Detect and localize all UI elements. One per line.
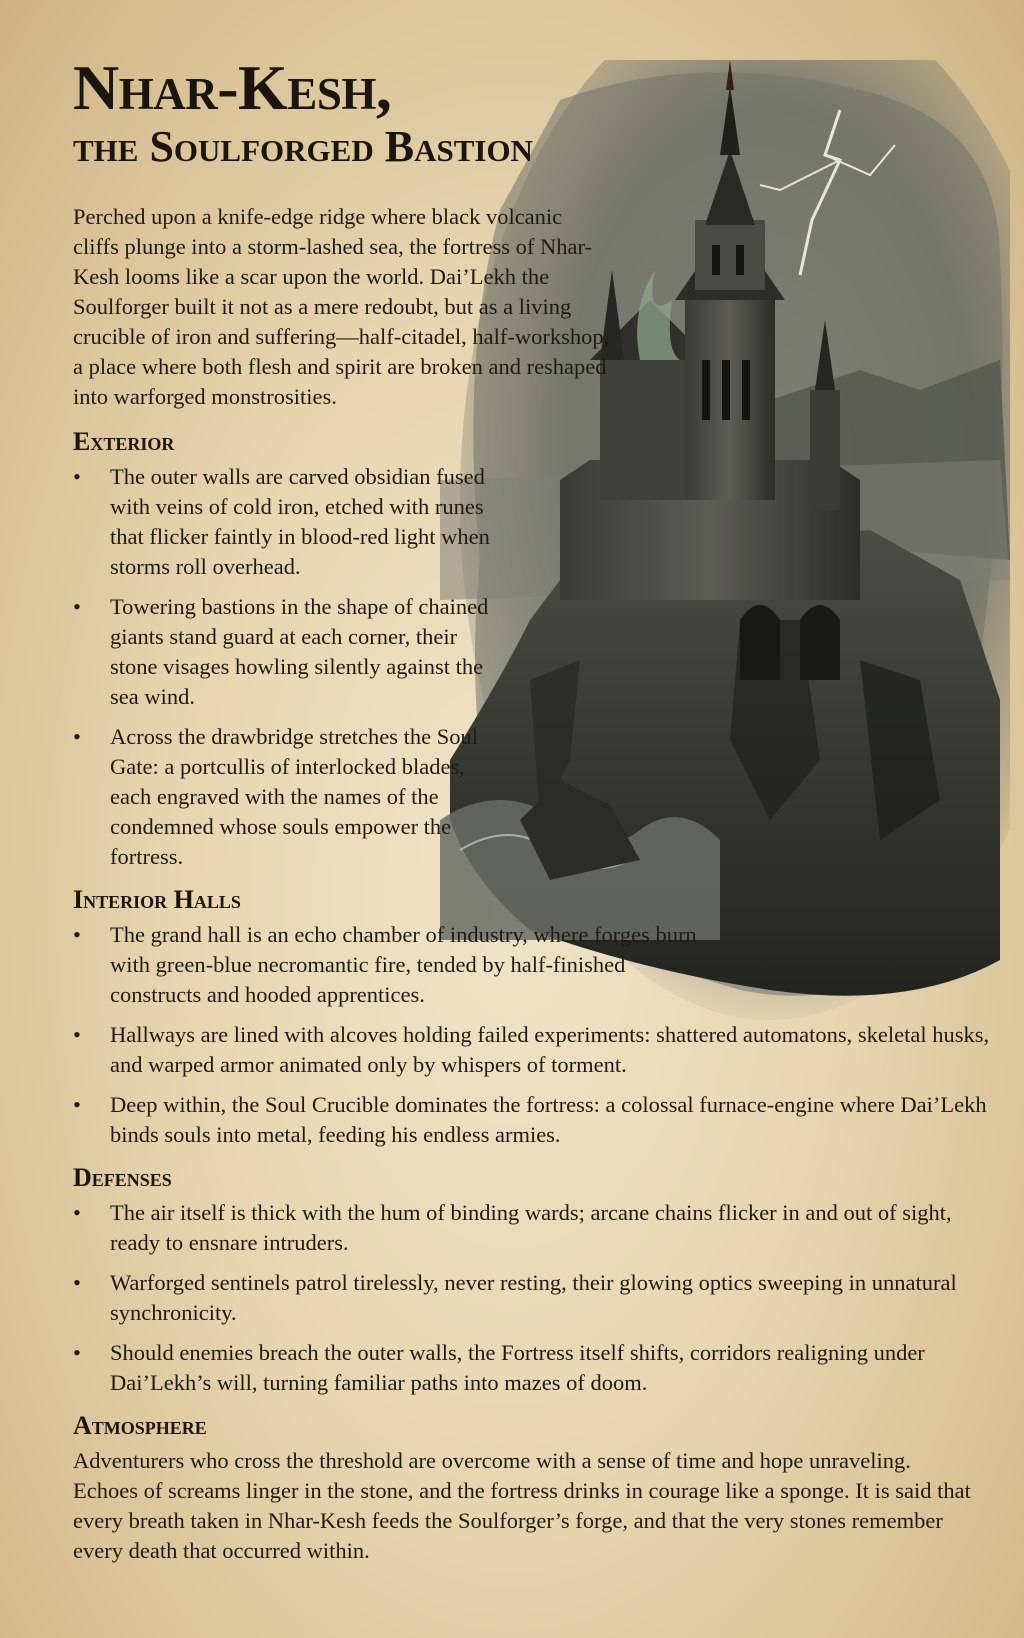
section-defenses: [73, 1162, 983, 1398]
heading-exterior: Exterior: [73, 427, 175, 456]
heading-atmosphere: Atmosphere: [73, 1411, 207, 1440]
intro-paragraph: Perched upon a knife-edge ridge where black volcanic cliffs plunge into a storm-lashed sea, the fortress of Nhar-Kesh looms like a scar upon the world. Dai’Lekh the Soulforger built it not as a mere redoubt, but as a living crucible of iron and suffering—half-citadel, half-workshop, a place where both flesh and spirit are broken and reshaped into warforged monstrosities.: [73, 204, 610, 409]
bullet-icon: •: [73, 724, 81, 749]
list-item-text: Across the drawbridge stretches the Soul Gate: a portcullis of interlocked blades, each engraved with the names of the condemned whose souls empower the fortress.: [110, 724, 479, 869]
article: [73, 52, 990, 1566]
bullet-icon: •: [73, 1340, 81, 1365]
atmosphere-paragraph: Adventurers who cross the threshold are overcome with a sense of time and hope unraveling. Echoes of screams linger in the stone, and the fortress drinks in courage like a sponge. It is said that every breath taken in Nhar-Kesh feeds the Soulforger’s forge, and that the very stones remember every death that occurred within.: [73, 1448, 971, 1563]
bullet-icon: •: [73, 922, 81, 947]
list-item-text: Warforged sentinels patrol tirelessly, never resting, their glowing optics sweeping in unnatural synchronicity.: [110, 1270, 957, 1325]
title-line-2: the Soulforged Bastion: [73, 122, 533, 171]
bullet-icon: •: [73, 1200, 81, 1225]
heading-interior-halls: Interior Halls: [73, 885, 241, 914]
list-item-text: Towering bastions in the shape of chained giants stand guard at each corner, their stone visages howling silently against the sea wind.: [110, 594, 489, 709]
list-item: [73, 920, 710, 1010]
list-item: [73, 1090, 990, 1150]
section-atmosphere: [73, 1410, 983, 1566]
list-item-text: The grand hall is an echo chamber of industry, where forges burn with green-blue necromantic fire, tended by half-finished constructs and hooded apprentices.: [110, 922, 697, 1007]
list-item: [73, 462, 490, 582]
section-interior-halls: [73, 884, 990, 1150]
page-title: [73, 52, 983, 174]
list-item-text: Should enemies breach the outer walls, the Fortress itself shifts, corridors realigning under Dai’Lekh’s will, turning familiar paths into mazes of doom.: [110, 1340, 925, 1395]
exterior-list: [73, 462, 983, 872]
bullet-icon: •: [73, 1270, 81, 1295]
list-item: [73, 1198, 990, 1258]
list-item-text: Deep within, the Soul Crucible dominates the fortress: a colossal furnace-engine where Dai’Lekh binds souls into metal, feeding his endless armies.: [110, 1092, 987, 1147]
list-item: [73, 1268, 990, 1328]
list-item-text: Hallways are lined with alcoves holding failed experiments: shattered automatons, skeletal husks, and warped armor animated only by whispers of torment.: [110, 1022, 990, 1077]
bullet-icon: •: [73, 464, 81, 489]
bullet-icon: •: [73, 1022, 81, 1047]
bullet-icon: •: [73, 594, 81, 619]
bullet-icon: •: [73, 1092, 81, 1117]
list-item: [73, 1338, 990, 1398]
list-item: [73, 592, 490, 712]
heading-defenses: Defenses: [73, 1163, 172, 1192]
list-item-text: The outer walls are carved obsidian fused with veins of cold iron, etched with runes that flicker faintly in blood-red light when storms roll overhead.: [110, 464, 490, 579]
title-line-1: Nhar-Kesh,: [73, 52, 392, 123]
list-item: [73, 722, 490, 872]
section-exterior: [73, 426, 983, 872]
defenses-list: [73, 1198, 983, 1398]
list-item: [73, 1020, 990, 1080]
list-item-text: The air itself is thick with the hum of binding wards; arcane chains flicker in and out of sight, ready to ensnare intruders.: [110, 1200, 952, 1255]
interior-list: [73, 920, 990, 1150]
